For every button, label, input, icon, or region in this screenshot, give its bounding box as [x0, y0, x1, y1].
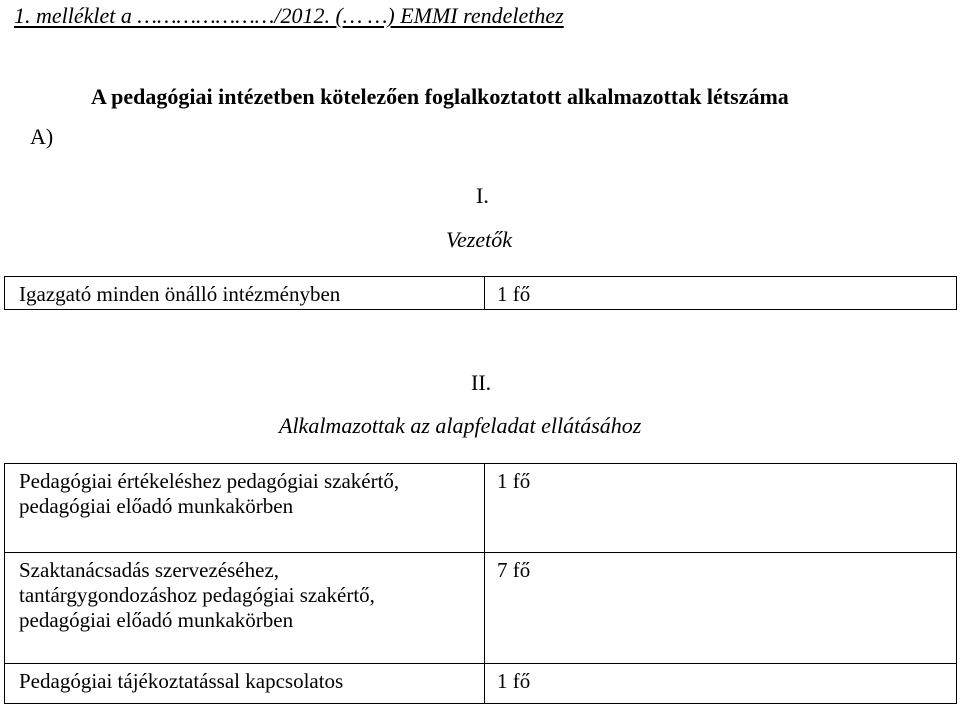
position-text: Igazgató minden önálló intézményben [19, 282, 341, 306]
count-text: 1 fő [497, 669, 531, 693]
document-title: A pedagógiai intézetben kötelezően foglalkoztatott alkalmazottak létszáma [91, 84, 789, 109]
position-text: Pedagógiai értékeléshez pedagógiai szakértő, [19, 469, 400, 493]
table-row [5, 553, 957, 664]
count-text: 1 fő [497, 469, 531, 493]
position-text: tantárgygondozáshoz pedagógiai szakértő, [19, 583, 375, 607]
count-text: 1 fő [497, 282, 531, 306]
count-text: 7 fő [497, 558, 531, 582]
table-row [5, 277, 957, 310]
section-2-heading: Alkalmazottak az alapfeladat ellátásához [279, 413, 642, 438]
section-a-label: A) [30, 124, 54, 149]
position-text: Pedagógiai tájékoztatással kapcsolatos [19, 669, 344, 693]
section-1-heading: Vezetők [446, 227, 512, 252]
staff-table [4, 463, 957, 704]
position-text: pedagógiai előadó munkakörben [19, 608, 294, 632]
position-text: pedagógiai előadó munkakörben [19, 494, 294, 518]
leaders-table [4, 276, 957, 310]
position-cell [5, 664, 485, 704]
section-1-numeral: I. [476, 183, 489, 208]
position-cell [5, 464, 485, 553]
table-row [5, 464, 957, 553]
count-cell [485, 464, 957, 553]
count-cell [485, 277, 957, 310]
position-text: Szaktanácsadás szervezéséhez, [19, 558, 280, 582]
section-2-numeral: II. [471, 370, 492, 395]
position-cell [5, 277, 485, 310]
position-cell [5, 553, 485, 664]
count-cell [485, 553, 957, 664]
count-cell [485, 664, 957, 704]
table-row [5, 664, 957, 704]
annex-reference: 1. melléklet a …………………/2012. (… …) EMMI rendelethez [14, 3, 564, 28]
